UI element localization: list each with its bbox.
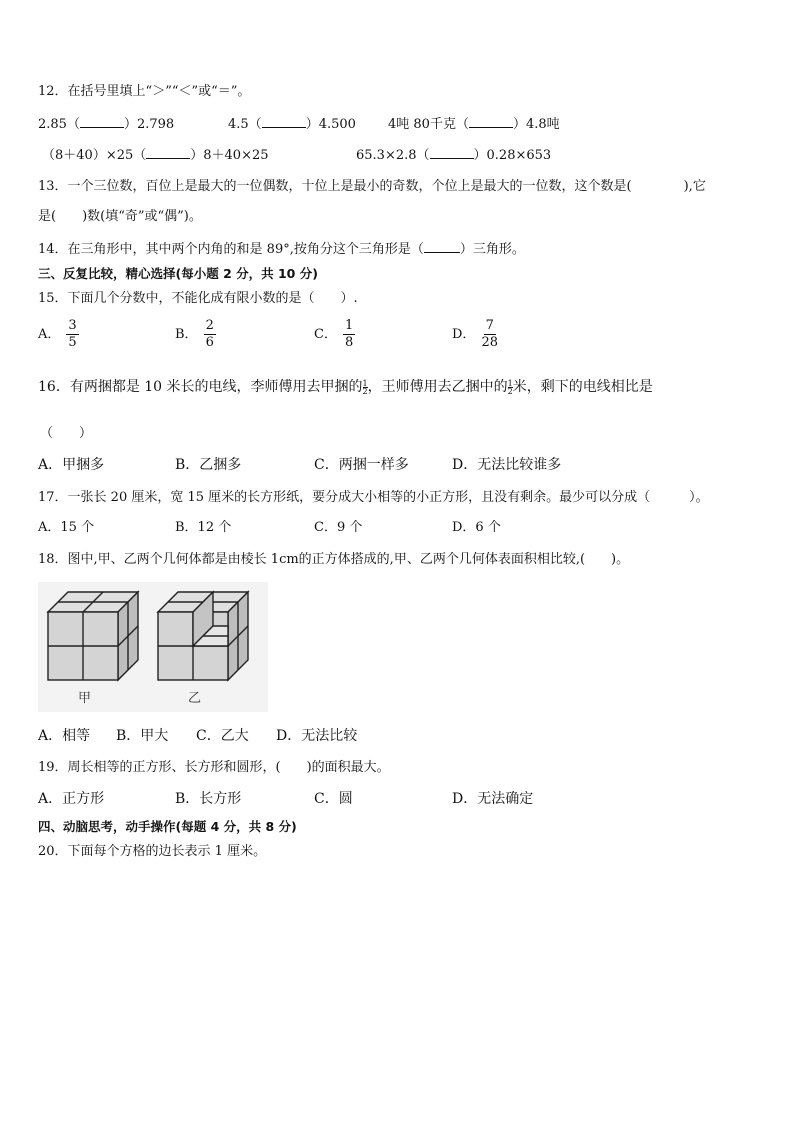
q15-stem: 15．下面几个分数中，不能化成有限小数的是（ ）. [38,291,358,306]
q18-option-c[interactable]: C．乙大 [196,728,249,744]
q14: 14．在三角形中，其中两个内角的和是 89°,按角分这个三角形是（ ）三角形。 [38,242,525,257]
q13-line1: 13．一个三位数，百位上是最大的一位偶数，十位上是最小的奇数，个位上是最大的一位数，这个数是( ),它 [38,179,706,194]
section-4-heading: 四、动脑思考，动手操作(每题 4 分，共 8 分) [38,819,297,834]
q12-stem: 12．在括号里填上“＞”“＜”或“＝”。 [38,84,251,99]
answer-blank[interactable] [430,146,474,159]
q15-option-b[interactable]: B． $\frac{2}{6}$ [175,318,214,350]
q19-stem: 19．周长相等的正方形、长方形和圆形，( )的面积最大。 [38,760,390,775]
q15-option-c[interactable]: C． $\frac{1}{8}$ [314,318,354,350]
answer-blank[interactable] [146,146,190,159]
q20-stem: 20．下面每个方格的边长表示 1 厘米。 [38,844,267,859]
fraction: $\frac{2}{6}$ [205,318,214,350]
figure-label-jia: 甲 [78,691,92,706]
q18-option-d[interactable]: D．无法比较 [276,728,358,744]
fraction: $\frac{1}{2}$ [362,378,368,396]
q12-row2-item2: 65.3×2.8（ ）0.28×653 [356,148,552,163]
answer-blank[interactable] [262,115,306,128]
q15-option-a[interactable]: A． $\frac{3}{5}$ [38,318,77,350]
answer-blank[interactable] [80,115,124,128]
q17-option-c[interactable]: C．9 个 [314,520,363,535]
q16-stem: 16．有两捆都是 10 米长的电线，李师傅用去甲捆的 $\frac{1}{2}$ ，王师傅用去乙捆中的 $\frac{1}{2}$ 米，剩下的电线相比是 [38,378,653,396]
q12-row1-item2: 4.5（ ）4.500 [228,117,356,132]
q16-answer-paren[interactable]: （ ） [40,426,93,441]
fraction: $\frac{7}{28}$ [481,318,498,350]
q15-option-d[interactable]: D． $\frac{7}{28}$ [452,318,498,350]
answer-blank[interactable] [469,115,513,128]
q16-option-c[interactable]: C．两捆一样多 [314,457,409,473]
q18-stem: 18．图中,甲、乙两个几何体都是由棱长 1cm的正方体搭成的,甲、乙两个几何体表面积相比较,( )。 [38,552,630,567]
q12-row1-item1: 2.85（ ）2.798 [38,117,175,132]
q19-option-b[interactable]: B．长方形 [175,791,242,807]
q12-row2-item1: （8＋40）×25（ ）8＋40×25 [42,148,269,163]
fraction: $\frac{1}{8}$ [344,318,354,350]
q19-option-c[interactable]: C．圆 [314,791,353,807]
figure-label-yi: 乙 [188,691,202,706]
section-3-heading: 三、反复比较，精心选择(每小题 2 分，共 10 分) [38,266,318,281]
cube-jia [48,592,138,680]
q13-line2: 是( )数(填“奇”或“偶”)。 [38,209,202,224]
q17-option-d[interactable]: D．6 个 [452,520,501,535]
q18-option-a[interactable]: A．相等 [38,728,91,744]
fraction: $\frac{3}{5}$ [68,318,77,350]
cube-yi [158,592,248,680]
q12-row1-item3: 4吨 80千克（ ）4.8吨 [388,117,560,132]
q17-option-a[interactable]: A．15 个 [38,520,95,535]
answer-blank[interactable] [424,240,460,253]
q16-option-b[interactable]: B．乙捆多 [175,457,242,473]
q19-option-d[interactable]: D．无法确定 [452,791,534,807]
q17-stem: 17．一张长 20 厘米，宽 15 厘米的长方形纸，要分成大小相等的小正方形，且没有剩余。最少可以分成（ ）。 [38,490,709,505]
cube-figure [38,582,268,712]
q19-option-a[interactable]: A．正方形 [38,791,105,807]
q18-option-b[interactable]: B．甲大 [116,728,169,744]
q17-option-b[interactable]: B．12 个 [175,520,232,535]
q16-option-d[interactable]: D．无法比较谁多 [452,457,562,473]
fraction: $\frac{1}{2}$ [507,378,513,396]
q16-option-a[interactable]: A．甲捆多 [38,457,105,473]
